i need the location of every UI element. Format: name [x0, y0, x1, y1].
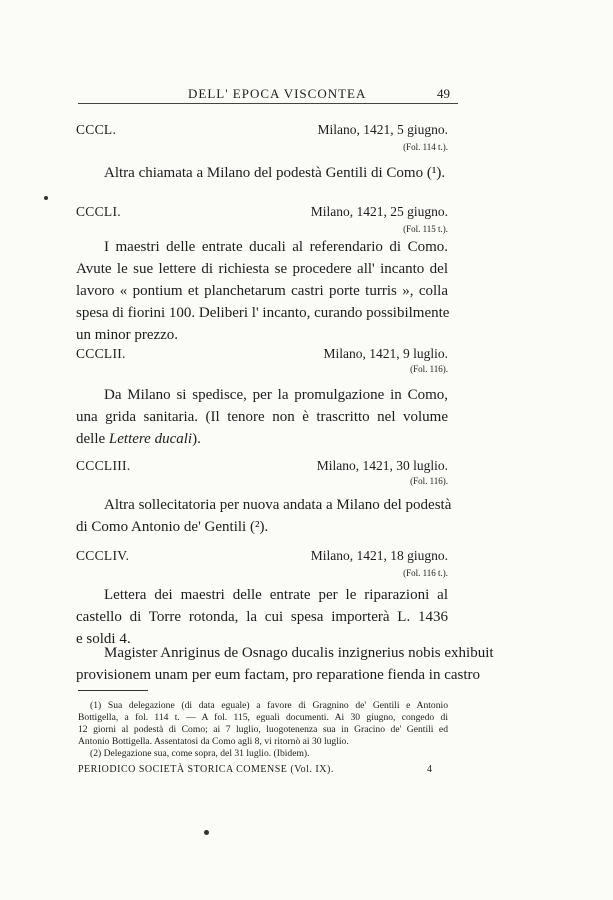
page-number: 49: [437, 86, 450, 101]
text-line: un minor prezzo.: [76, 327, 179, 343]
entry-folio: (Fol. 116 t.).: [403, 568, 448, 578]
text-line: Altra sollecitatoria per nuova andata a Milano del podestà: [104, 497, 452, 513]
footnote-line: Antonio Bottigella. Assentatosi da Como agli 8, vi ritornò ai 30 luglio.: [78, 736, 349, 747]
text-line: I maestri delle entrate ducali al referendario di Como.: [104, 239, 448, 255]
signature-mark: 4: [427, 764, 432, 775]
text-line: una grida sanitaria. (Il tenore non è trascritto nel volume: [76, 409, 448, 425]
text-line: Da Milano si spedisce, per la promulgazione in Como,: [104, 387, 448, 403]
text-line: lavoro « pontium et planchetarum castri porte turris », colla: [76, 283, 448, 299]
header-rule: [78, 103, 458, 104]
text-line: Magister Anriginus de Osnago ducalis inzignerius nobis exhibuit: [104, 645, 494, 661]
text-line: delle Lettere ducali).: [76, 431, 201, 447]
entry-number: CCCLIV.: [76, 548, 130, 563]
footnote-line: 12 giorni al podestà di Como; ai 7 luglio, luogotenenza sua in Gracino de' Gentili ed: [78, 724, 448, 735]
entry-date: Milano, 1421, 5 giugno.: [317, 122, 448, 137]
text-line: Altra chiamata a Milano del podestà Gentili di Como (¹).: [104, 165, 446, 181]
text-line: spesa di fiorini 100. Deliberi l' incanto, curando possibilmente: [76, 305, 450, 321]
entry-number: CCCLI.: [76, 204, 121, 219]
scan-speck: [204, 830, 209, 835]
scan-speck: [44, 196, 48, 200]
entry-text: [76, 494, 452, 538]
latin-quote: [76, 642, 494, 686]
text-line: e soldi 4.: [76, 631, 131, 647]
footnote-rule: [78, 690, 148, 691]
footnote-line: Bottigella, a fol. 114 t. — A fol. 115, eguali documenti. Ai 30 giugno, congedo di: [78, 712, 448, 723]
footnote-line: (2) Delegazione sua, come sopra, del 31 luglio. (Ibidem).: [90, 748, 310, 759]
entry-folio: (Fol. 115 t.).: [403, 224, 448, 234]
entry-folio: (Fol. 116).: [410, 364, 448, 374]
text-line: provisionem unam per eum factam, pro reparatione fienda in castro: [76, 667, 481, 683]
text-line: Avute le sue lettere di richiesta se procedere all' incanto del: [76, 261, 448, 277]
entry-folio: (Fol. 114 t.).: [403, 142, 448, 152]
entry-text: [76, 162, 448, 184]
text-line: Lettera dei maestri delle entrate per le riparazioni al: [104, 587, 448, 603]
italic-title: Lettere ducali: [108, 431, 193, 447]
footnote-line: (1) Sua delegazione (di data eguale) a favore di Gragnino de' Gentili e Antonio: [90, 700, 448, 711]
entry-folio: (Fol. 116).: [410, 476, 448, 486]
entry-number: CCCL.: [76, 122, 117, 137]
entry-number: CCCLII.: [76, 346, 126, 361]
entry-text: [76, 584, 448, 650]
running-header: DELL' EPOCA VISCONTEA: [188, 86, 367, 101]
text-line: castello di Torre rotonda, la cui spesa importerà L. 1436: [76, 609, 448, 625]
entry-text: [76, 384, 448, 450]
entry-date: Milano, 1421, 18 giugno.: [310, 548, 448, 563]
entry-date: Milano, 1421, 30 luglio.: [316, 458, 448, 473]
footnotes: [78, 700, 448, 760]
entry-date: Milano, 1421, 25 giugno.: [310, 204, 448, 219]
journal-footer: PERIODICO SOCIETÀ STORICA COMENSE (Vol. IX).: [78, 764, 334, 775]
entry-date: Milano, 1421, 9 luglio.: [323, 346, 448, 361]
entry-text: [76, 236, 448, 346]
text-line: di Como Antonio de' Gentili (²).: [76, 519, 269, 535]
entry-number: CCCLIII.: [76, 458, 131, 473]
